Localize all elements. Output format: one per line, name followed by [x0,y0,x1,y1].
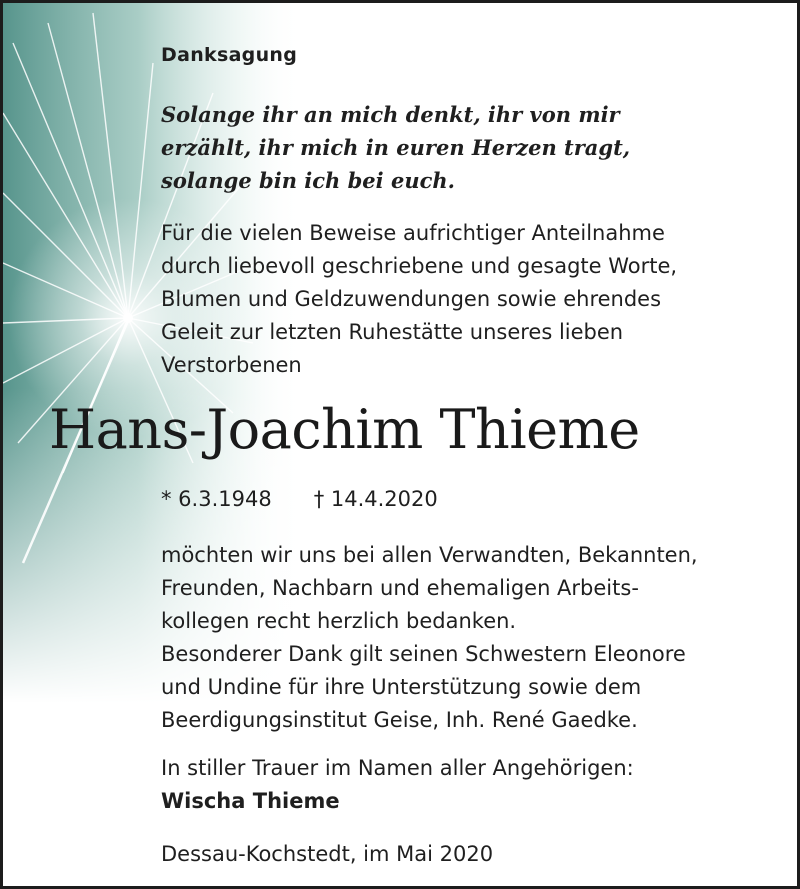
verse [161,98,630,197]
life-dates [161,484,438,514]
thanks-line: durch liebevoll geschriebene und gesagte Worte, [161,254,678,278]
verse-line: erzählt, ihr mich in euren Herzen tragt, [161,135,631,160]
thanks-paragraph [161,217,677,382]
body-line: und Undine für ihre Unterstützung sowie dem [161,675,642,699]
body-line: Besonderer Dank gilt seinen Schwestern Eleonore [161,642,686,666]
thanks-line: Blumen und Geldzuwendungen sowie ehrendes [161,287,662,311]
body-line: möchten wir uns bei allen Verwandten, Bekannten, [161,543,698,567]
place-date: Dessau-Kochstedt, im Mai 2020 [161,842,494,866]
deceased-name: Hans-Joachim Thieme [49,398,640,461]
death-date: † 14.4.2020 [313,487,438,511]
thanks-line: Geleit zur letzten Ruhestätte unseres lieben [161,320,624,344]
verse-line: solange bin ich bei euch. [161,168,455,193]
closing-block [161,752,634,818]
body-line: Beerdigungsinstitut Geise, Inh. René Gaedke. [161,708,638,732]
thanks-line: Verstorbenen [161,353,302,377]
birth-date: * 6.3.1948 [161,487,272,511]
thanks-line: Für die vielen Beweise aufrichtiger Anteilnahme [161,221,665,245]
signer-name: Wischa Thieme [161,789,340,813]
body-line: Freunden, Nachbarn und ehemaligen Arbeits- [161,576,639,600]
heading: Danksagung [161,44,298,66]
body-line: kollegen recht herzlich bedanken. [161,609,517,633]
body-paragraph [161,539,698,737]
verse-line: Solange ihr an mich denkt, ihr von mir [161,102,620,127]
closing-line: In stiller Trauer im Namen aller Angehörigen: [161,756,634,780]
